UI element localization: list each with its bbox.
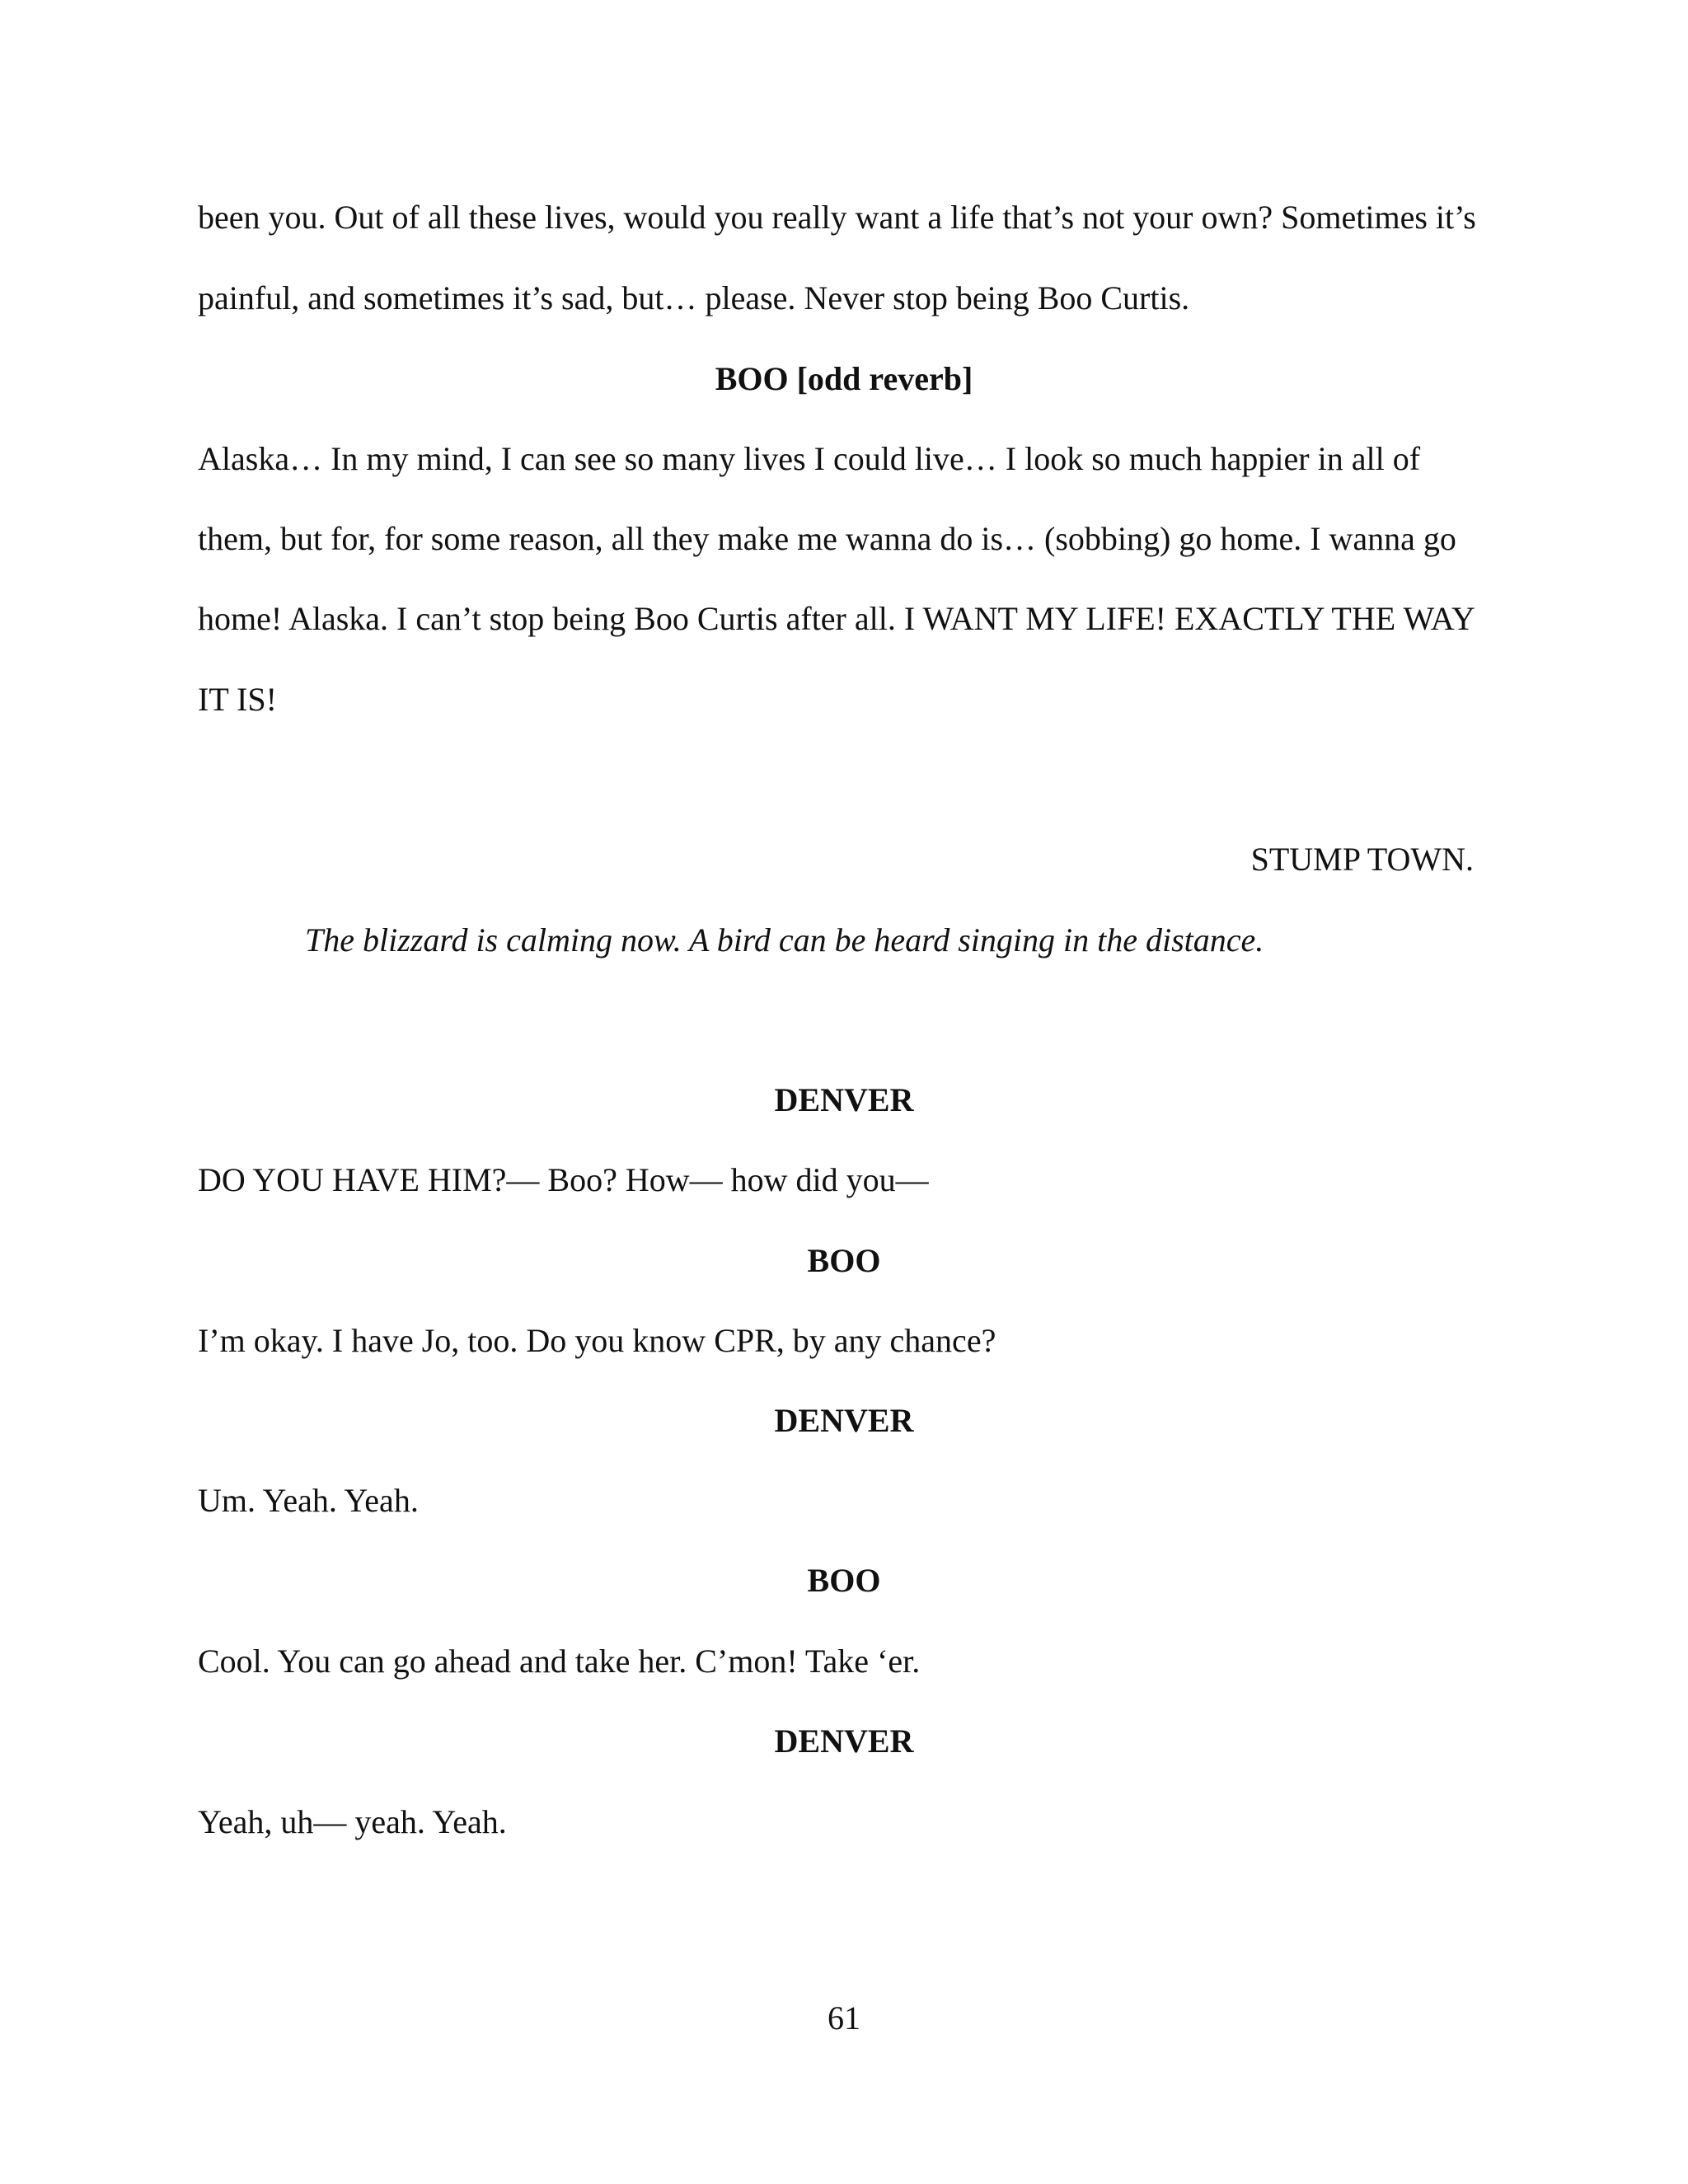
dialogue-line: I’m okay. I have Jo, too. Do you know CPR, by any chance? <box>198 1322 996 1359</box>
dialogue-line: Um. Yeah. Yeah. <box>198 1482 419 1519</box>
dialogue-line: painful, and sometimes it’s sad, but… please. Never stop being Boo Curtis. <box>198 279 1190 316</box>
page-number: 61 <box>828 1999 860 2036</box>
scene-heading: STUMP TOWN. <box>1250 841 1474 878</box>
dialogue-line: Yeah, uh— yeah. Yeah. <box>198 1803 507 1840</box>
dialogue-line: them, but for, for some reason, all they make me wanna do is… (sobbing) go home. I wanna go <box>198 520 1456 557</box>
dialogue-line: DO YOU HAVE HIM?— Boo? How— how did you— <box>198 1161 929 1198</box>
speaker-name: BOO <box>807 1242 881 1279</box>
dialogue-line: been you. Out of all these lives, would you really want a life that’s not your own? Sometimes it’s <box>198 199 1476 236</box>
dialogue-line: Alaska… In my mind, I can see so many lives I could live… I look so much happier in all of <box>198 440 1421 477</box>
speaker-name: BOO <box>807 1562 881 1599</box>
speaker-name: DENVER <box>774 1402 914 1439</box>
dialogue-line: Cool. You can go ahead and take her. C’mon! Take ‘er. <box>198 1643 921 1680</box>
speaker-name: DENVER <box>774 1722 914 1760</box>
action-line: The blizzard is calming now. A bird can be heard singing in the distance. <box>305 921 1264 958</box>
speaker-name: BOO [odd reverb] <box>715 360 973 397</box>
dialogue-line: home! Alaska. I can’t stop being Boo Curtis after all. I WANT MY LIFE! EXACTLY THE WAY <box>198 600 1475 637</box>
dialogue-line: IT IS! <box>198 681 277 718</box>
speaker-name: DENVER <box>774 1081 914 1118</box>
